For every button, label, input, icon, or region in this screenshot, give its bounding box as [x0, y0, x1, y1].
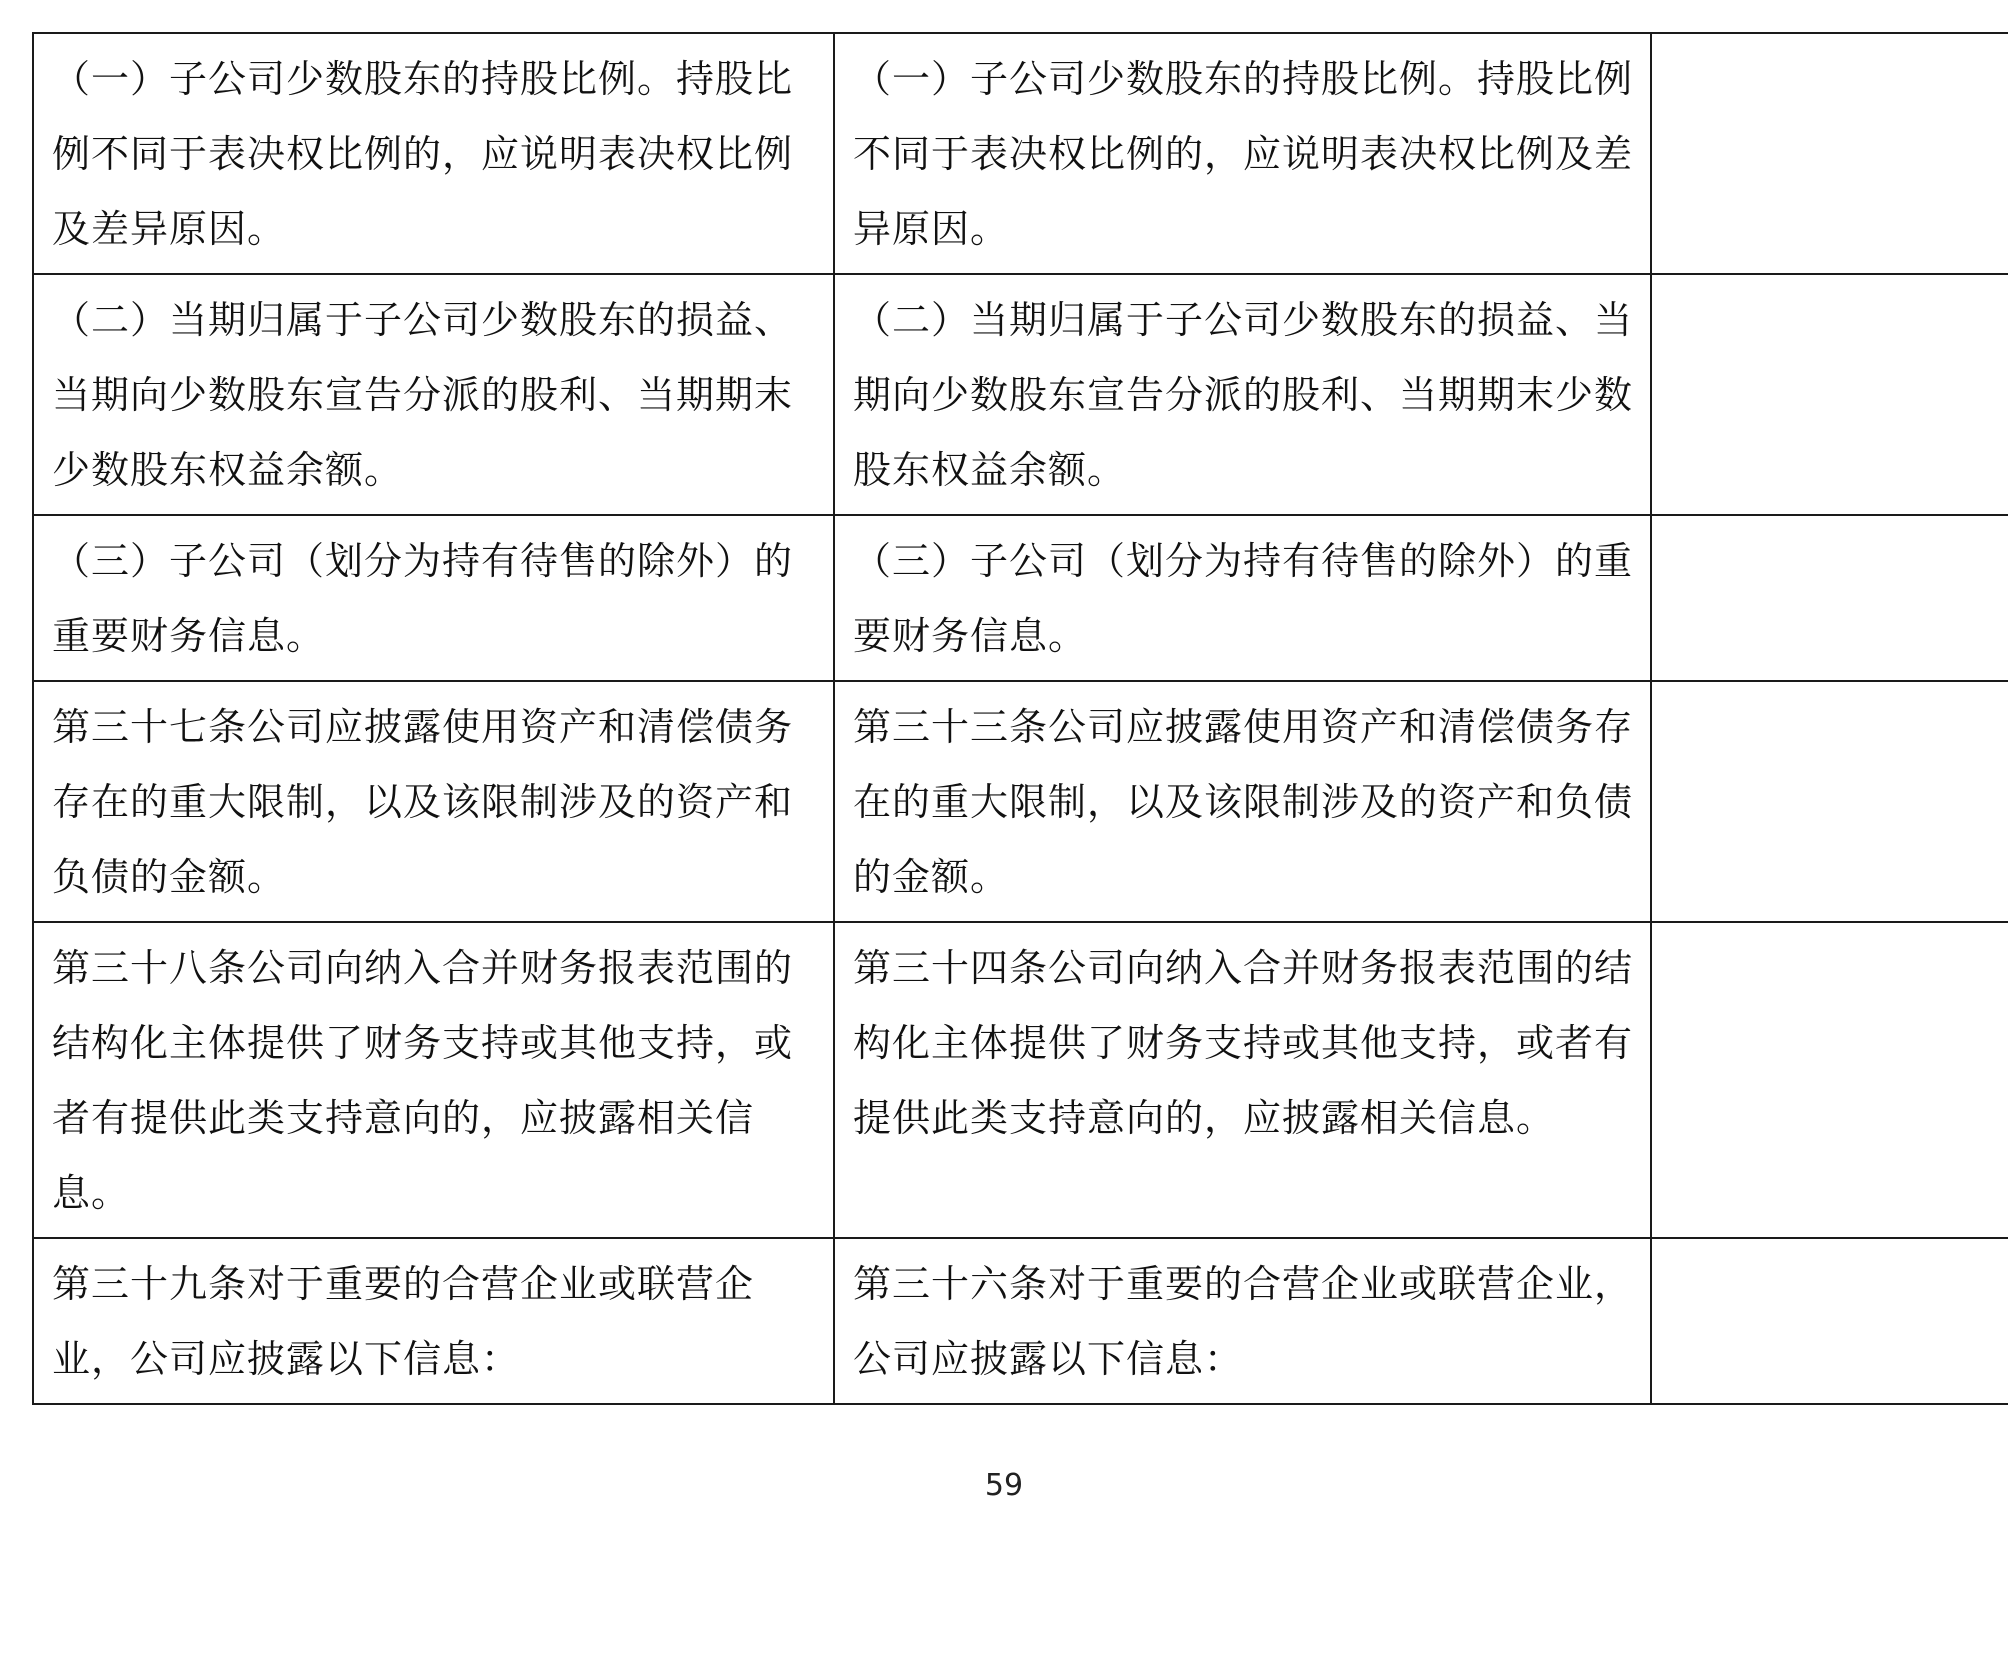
- table-row: [33, 33, 2008, 274]
- note-cell: [1651, 922, 2008, 1238]
- table-row: [33, 922, 2008, 1238]
- note-cell: [1651, 274, 2008, 515]
- old-text-cell: （一）子公司少数股东的持股比例。持股比例不同于表决权比例的，应说明表决权比例及差异原因。: [33, 33, 834, 274]
- old-text-cell: 第三十八条公司向纳入合并财务报表范围的结构化主体提供了财务支持或其他支持，或者有提供此类支持意向的，应披露相关信息。: [33, 922, 834, 1238]
- table-row: [33, 1238, 2008, 1404]
- old-text-cell: 第三十九条对于重要的合营企业或联营企业，公司应披露以下信息：: [33, 1238, 834, 1404]
- old-text-cell: （二）当期归属于子公司少数股东的损益、当期向少数股东宣告分派的股利、当期期末少数股东权益余额。: [33, 274, 834, 515]
- comparison-table: [32, 32, 2008, 1405]
- new-text-cell: 第三十六条对于重要的合营企业或联营企业，公司应披露以下信息：: [834, 1238, 1651, 1404]
- old-text-cell: （三）子公司（划分为持有待售的除外）的重要财务信息。: [33, 515, 834, 681]
- table-row: [33, 515, 2008, 681]
- table-row: [33, 681, 2008, 922]
- note-cell: [1651, 681, 2008, 922]
- new-text-cell: （三）子公司（划分为持有待售的除外）的重要财务信息。: [834, 515, 1651, 681]
- note-cell: [1651, 1238, 2008, 1404]
- new-text-cell: （一）子公司少数股东的持股比例。持股比例不同于表决权比例的，应说明表决权比例及差异原因。: [834, 33, 1651, 274]
- old-text-cell: 第三十七条公司应披露使用资产和清偿债务存在的重大限制，以及该限制涉及的资产和负债的金额。: [33, 681, 834, 922]
- note-cell: [1651, 33, 2008, 274]
- page-number: 59: [984, 1468, 1024, 1503]
- note-cell: [1651, 515, 2008, 681]
- new-text-cell: （二）当期归属于子公司少数股东的损益、当期向少数股东宣告分派的股利、当期期末少数股东权益余额。: [834, 274, 1651, 515]
- table-row: [33, 274, 2008, 515]
- new-text-cell: 第三十三条公司应披露使用资产和清偿债务存在的重大限制，以及该限制涉及的资产和负债的金额。: [834, 681, 1651, 922]
- new-text-cell: 第三十四条公司向纳入合并财务报表范围的结构化主体提供了财务支持或其他支持，或者有提供此类支持意向的，应披露相关信息。: [834, 922, 1651, 1238]
